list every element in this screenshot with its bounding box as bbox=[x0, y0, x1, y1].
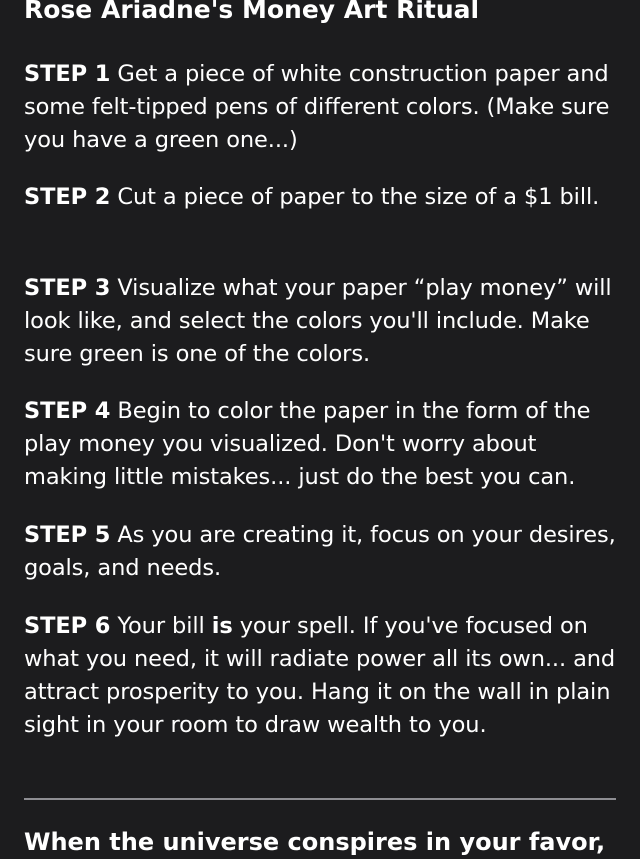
step-4-label: STEP 4 bbox=[24, 398, 111, 424]
step-6-emphasis: is bbox=[211, 613, 233, 639]
step-1-label: STEP 1 bbox=[24, 61, 111, 87]
step-2 bbox=[24, 181, 624, 214]
step-1-text: Get a piece of white construction paper and some felt-tipped pens of different colors. (Make sure you have a green one...) bbox=[24, 61, 610, 153]
step-3 bbox=[24, 272, 624, 371]
footer-heading: When the universe conspires in your favor, bbox=[24, 828, 606, 856]
step-3-text: Visualize what your paper “play money” will look like, and select the colors you'll include. Make sure green is one of the colors. bbox=[24, 275, 612, 367]
step-2-label: STEP 2 bbox=[24, 184, 111, 210]
step-4-text: Begin to color the paper in the form of the play money you visualized. Don't worry about making little mistakes... just do the best you can. bbox=[24, 398, 591, 490]
step-6-text-after: your spell. If you've focused on what you need, it will radiate power all its own... and attract prosperity to you. Hang it on the wall in plain sight in your room to draw wealth to you. bbox=[24, 613, 616, 738]
step-6 bbox=[24, 610, 624, 742]
step-4 bbox=[24, 395, 624, 494]
step-6-text-before: Your bill bbox=[110, 613, 212, 639]
step-3-label: STEP 3 bbox=[24, 275, 111, 301]
divider bbox=[24, 798, 616, 800]
step-5 bbox=[24, 519, 624, 585]
step-1 bbox=[24, 58, 624, 157]
step-6-label: STEP 6 bbox=[24, 613, 111, 639]
step-2-text: Cut a piece of paper to the size of a $1 bill. bbox=[110, 184, 600, 210]
page-title: Rose Ariadne's Money Art Ritual bbox=[24, 0, 480, 24]
step-5-text: As you are creating it, focus on your desires, goals, and needs. bbox=[24, 522, 616, 581]
step-5-label: STEP 5 bbox=[24, 522, 111, 548]
